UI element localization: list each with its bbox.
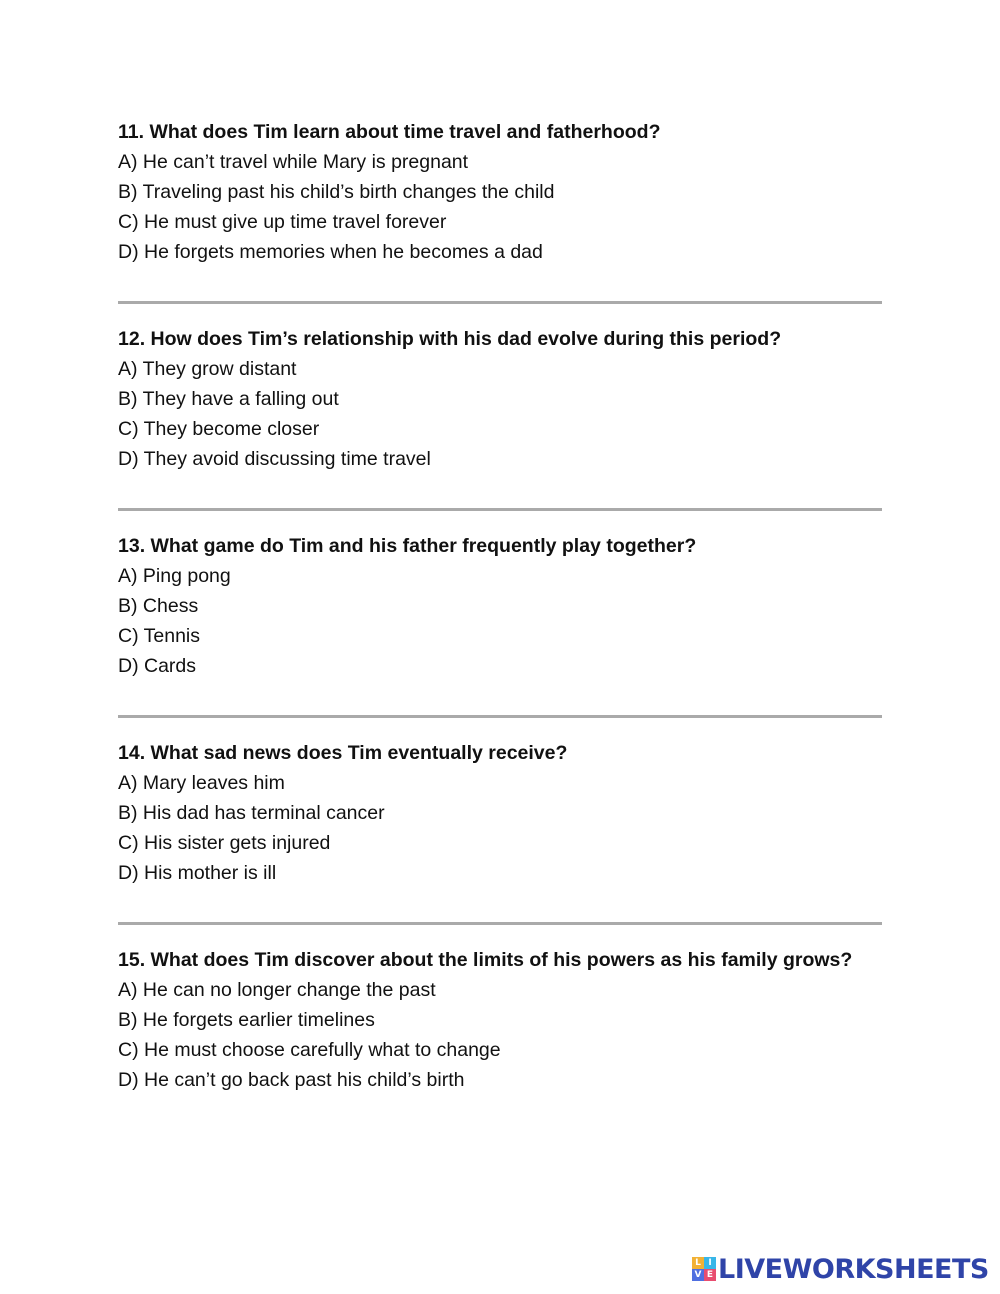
divider <box>118 715 882 718</box>
answer-option-c[interactable]: C) His sister gets injured <box>118 832 331 854</box>
answer-option-c[interactable]: C) He must give up time travel forever <box>118 211 447 233</box>
answer-option-a[interactable]: A) Mary leaves him <box>118 772 285 794</box>
divider <box>118 922 882 925</box>
answer-option-c[interactable]: C) He must choose carefully what to change <box>118 1039 501 1061</box>
liveworksheets-logo-icon: L I V E <box>692 1257 716 1281</box>
answer-option-d[interactable]: D) His mother is ill <box>118 862 277 884</box>
question-12 <box>118 324 898 474</box>
question-14 <box>118 738 898 888</box>
answer-option-a[interactable]: A) Ping pong <box>118 565 231 587</box>
answer-option-a[interactable]: A) He can’t travel while Mary is pregnant <box>118 151 469 173</box>
answer-option-d[interactable]: D) He forgets memories when he becomes a dad <box>118 241 543 263</box>
answer-option-b[interactable]: B) His dad has terminal cancer <box>118 802 385 824</box>
question-title: 13. What game do Tim and his father frequently play together? <box>118 535 697 557</box>
answer-option-d[interactable]: D) They avoid discussing time travel <box>118 448 431 470</box>
answer-option-b[interactable]: B) They have a falling out <box>118 388 339 410</box>
question-11 <box>118 117 898 267</box>
answer-option-b[interactable]: B) Chess <box>118 595 199 617</box>
question-title: 15. What does Tim discover about the limits of his powers as his family grows? <box>118 949 853 971</box>
answer-option-b[interactable]: B) He forgets earlier timelines <box>118 1009 375 1031</box>
question-title: 14. What sad news does Tim eventually receive? <box>118 742 568 764</box>
answer-option-a[interactable]: A) They grow distant <box>118 358 297 380</box>
answer-option-b[interactable]: B) Traveling past his child’s birth changes the child <box>118 181 555 203</box>
brand-name: LIVEWORKSHEETS <box>718 1253 989 1285</box>
question-title: 12. How does Tim’s relationship with his dad evolve during this period? <box>118 328 782 350</box>
liveworksheets-brand <box>692 1254 989 1284</box>
answer-option-d[interactable]: D) Cards <box>118 655 197 677</box>
answer-option-c[interactable]: C) They become closer <box>118 418 320 440</box>
question-title: 11. What does Tim learn about time travel and fatherhood? <box>118 121 661 143</box>
divider <box>118 508 882 511</box>
answer-option-d[interactable]: D) He can’t go back past his child’s birth <box>118 1069 465 1091</box>
answer-option-a[interactable]: A) He can no longer change the past <box>118 979 436 1001</box>
divider <box>118 301 882 304</box>
question-13 <box>118 531 898 681</box>
question-15 <box>118 945 898 1095</box>
answer-option-c[interactable]: C) Tennis <box>118 625 201 647</box>
